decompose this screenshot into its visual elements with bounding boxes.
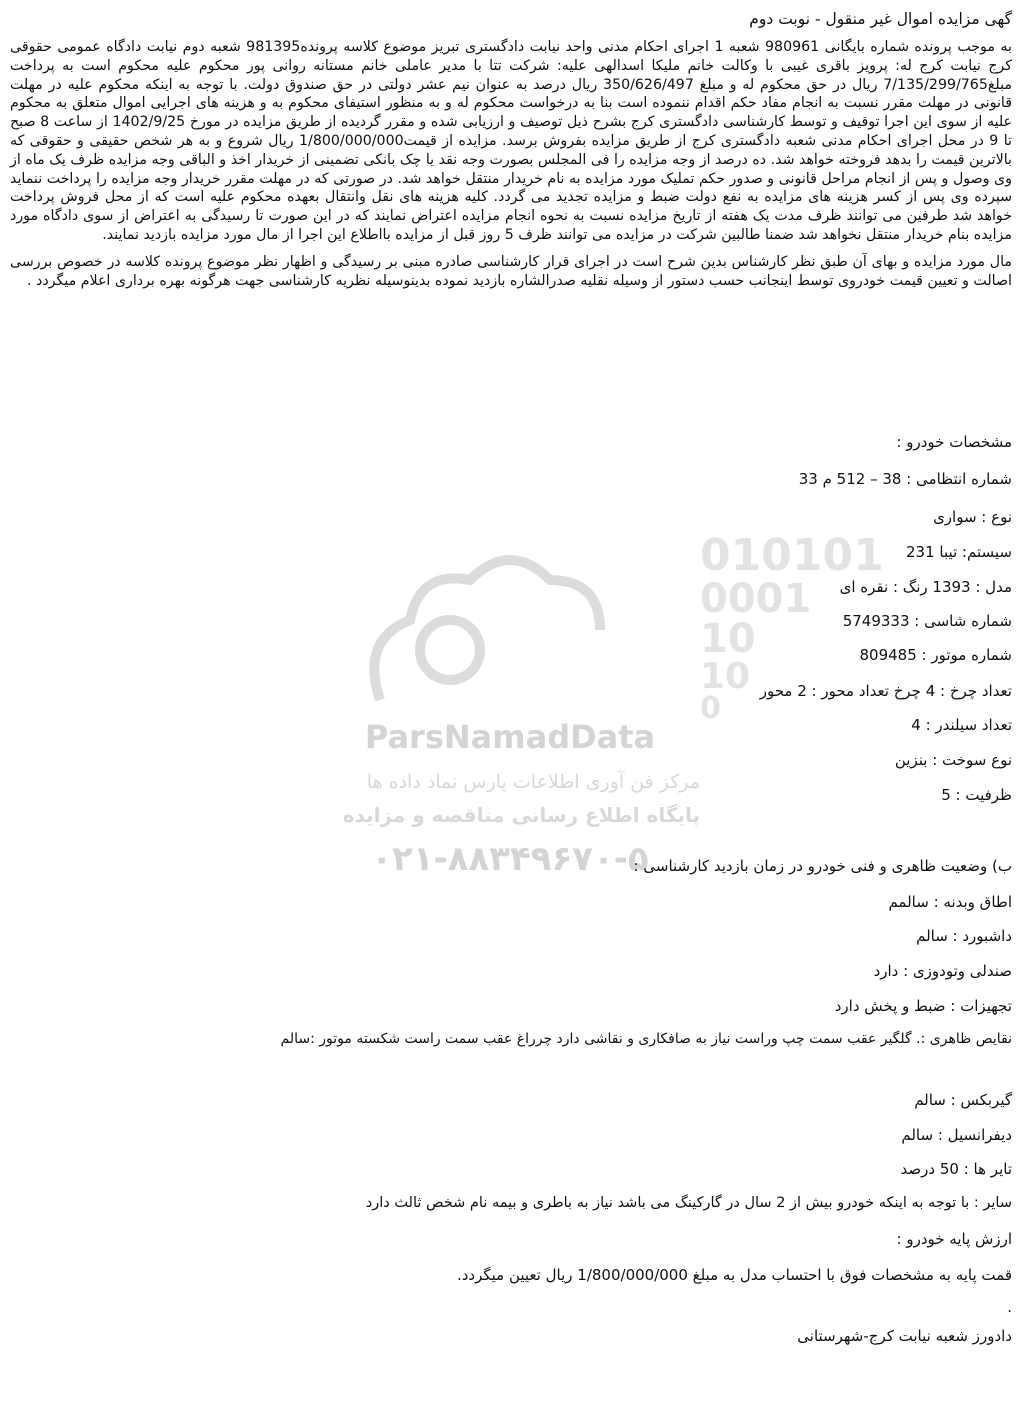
spec-system: سیستم: تیبا 231	[905, 543, 1012, 561]
watermark-digits-4: 10	[700, 656, 751, 697]
paragraph-appraisal: مال مورد مزایده و بهای آن طبق نظر کارشناس بدین شرح است در اجرای قرار کارشناسی صادره مبنی بر رسیدگی و اظهار نظر موضوع پرونده کلاسه در خصوص بررسی اصالت و تعیین قیمت خودروی توسط اینجانب حسب دستور از وسیله نقلیه صدرالشاره بازدید نموده بدینوسیله نظریه کارشناسی جهت هرگونه بهره برداری اعلام میگردد .	[10, 253, 1012, 289]
condition-differential: دیفرانسیل : سالم	[901, 1126, 1012, 1144]
watermark-digits-1: 010101	[700, 530, 884, 581]
watermark-digits-3: 10	[700, 616, 756, 662]
watermark-line2: پایگاه اطلاع رسانی مناقصه و مزایده	[342, 803, 700, 827]
watermark-line1: مرکز فن آوری اطلاعات پارس نماد داده ها	[366, 771, 700, 793]
spec-chassis: شماره شاسی : 5749333	[842, 612, 1012, 630]
condition-tires: تایر ها : 50 درصد	[900, 1160, 1012, 1178]
watermark-digits-2: 0001	[700, 576, 812, 622]
condition-header: ب) وضعیت ظاهری و فنی خودرو در زمان بازدید کارشناسی :	[633, 857, 1012, 875]
condition-defects: نقایص ظاهری :. گلگیر عقب سمت چپ وراست نیاز به صافکاری و نقاشی دارد چرراغ عقب سمت راست شکسته موتور :سالم	[280, 1031, 1012, 1047]
condition-seats: صندلی وتودوزی : دارد	[873, 962, 1012, 980]
spec-plate: شماره انتظامی : 38 – 512 م 33	[798, 470, 1012, 488]
notice-document	[10, 0, 1012, 290]
signature: دادورز شعبه نیابت کرج-شهرستانی	[797, 1327, 1012, 1345]
spec-cylinders: تعداد سیلندر : 4	[911, 716, 1012, 734]
watermark-flower-icon	[374, 560, 600, 700]
condition-dashboard: داشبورد : سالم	[916, 927, 1012, 945]
spec-type: نوع : سواری	[933, 508, 1012, 526]
spec-engine: شماره موتور : 809485	[859, 646, 1012, 664]
base-value-text: قمت پایه به مشخصات فوق با احتساب مدل به مبلغ 1/800/000/000 ریال تعیین میگردد.	[456, 1266, 1012, 1284]
spec-fuel: نوع سوخت : بنزین	[894, 751, 1012, 769]
paragraph-main: به موجب پرونده شماره بایگانی 980961 شعبه 1 اجرای احکام مدنی واحد نیابت دادگستری تبریز موضوع کلاسه پرونده981395 شعبه دوم نیابت دادگاه عمومی حقوقی کرج نیابت کرج له: پرویز باقری غیبی با وکالت خانم ملیکا اسدالهی علیه: شرکت تتا با مدیر عاملی خانم مستانه روانی پور محکوم علیه محکوم است به پرداخت مبلغ7/135/299/765 ریال در حق محکوم له و مبلغ 350/626/497 ریال درصد به عنوان نیم عشر دولتی در حق صندوق دولت. با توجه به اینکه محکوم علیه در مهلت قانونی در مهلت مقرر نسبت به انجام مفاد حکم اقدام ننموده است بنا به درخواست محکوم له و به منظور استیفای محکوم به و هزینه های اجرایی اموال متعلق به محکوم علیه از سوی این اجرا توقیف و توسط کارشناسی دادگستری کرج بشرح ذیل توصیف و ارزیابی شده و مقرر گردیده از طریق مزایده در مورخ 1402/9/25 از ساعت 8 صبح تا 9 در محل اجرای احکام مدنی شعبه دادگستری کرج از طریق مزایده بفروش برسد. مزایده از قیمت1/800/000/000 ریال شروع و به هر شخص حقیقی و حقوقی که بالاترین قیمت را بدهد فروخته خواهد شد. ده درصد از وجه مزایده را فی المجلس بصورت وجه نقد یا چک بانکی تضمینی از خریدار اخذ و الباقی وجه مزایده ظرف یک ماه از وی وصول و پس از انجام مراحل قانونی و صدور حکم تملیک مورد مزایده به نام خریدار منتقل خواهد شد. در صورتی که در مهلت مقرر خریدار وجه مزایده را پرداخت ننماید سپرده وی پس از کسر هزینه های مزایده به نفع دولت ضبط و مزایده تجدید می گردد. کلیه هزینه های نقل وانتقال بعهده محکوم علیه است که از محل فروش پرداخت خواهد شد طرفین می توانند ظرف مدت یک هفته از تاریخ مزایده نسبت به نحوه انجام مزایده اعتراض نمایند که در این صورت تا رسیدگی به اعتراض از سوی دادگاه مورد مزایده بنام خریدار منتقل نخواهد شد ضمنا طالبین شرکت در مزایده می توانند ظرف 5 روز قبل از مزایده بااطلاع این اجرا از مال مورد مزایده بازدید نمایند.	[10, 39, 1013, 243]
watermark-phone: ۰۲۱-۸۸۳۴۹۶۷۰-۵	[371, 839, 649, 879]
separator-dot: .	[1007, 1298, 1012, 1316]
condition-cabin: اطاق وبدنه : سالمم	[888, 893, 1012, 911]
spec-wheels-axles: تعداد چرخ : 4 چرخ تعداد محور : 2 محور	[759, 682, 1012, 700]
condition-gearbox: گیربکس : سالم	[914, 1091, 1012, 1109]
base-value-header: ارزش پایه خودرو :	[896, 1230, 1012, 1248]
condition-equipment: تجهیزات : ضبط و پخش دارد	[834, 997, 1012, 1015]
page-title: گهی مزایده اموال غیر منقول - نوبت دوم	[749, 10, 1012, 28]
watermark-digits-5: 0	[700, 691, 721, 726]
spec-model-color: مدل : 1393 رنگ : نقره ای	[839, 578, 1012, 596]
condition-other: سایر : با توجه به اینکه خودرو بیش از 2 سال در گارکینگ می باشد نیاز به باطری و بیمه نام شخص ثالث دارد	[365, 1195, 1012, 1211]
specs-header: مشخصات خودرو :	[896, 433, 1012, 451]
spec-capacity: ظرفیت : 5	[941, 786, 1012, 804]
watermark-brand: ParsNamadData	[364, 718, 656, 756]
